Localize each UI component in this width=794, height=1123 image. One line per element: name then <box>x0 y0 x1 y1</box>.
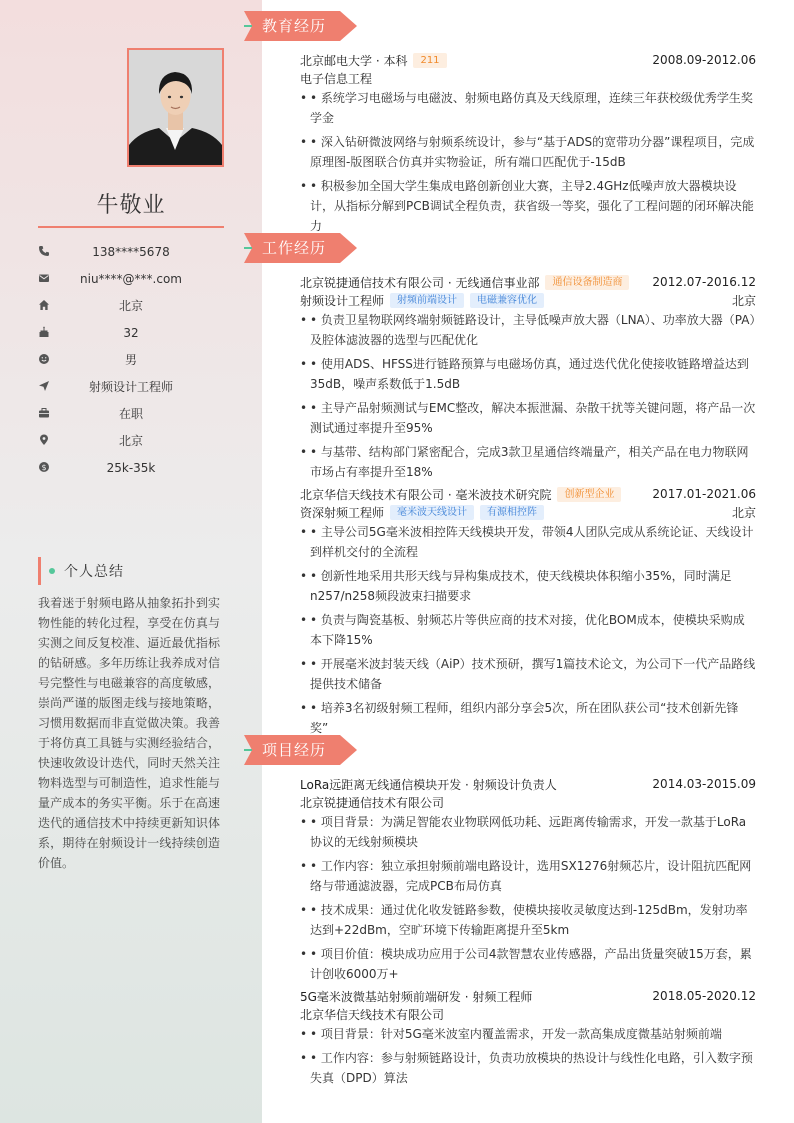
work-section-title: 工作经历 <box>262 239 327 257</box>
list-item: • • 创新性地采用共形天线与异构集成技术，使天线模块体积缩小35%，同时满足n257/n258频段波束扫描要求 <box>300 566 756 606</box>
project-company-line <box>300 793 756 811</box>
list-item: • • 使用ADS、HFSS进行链路预算与电磁场仿真，通过迭代优化使接收链路增益达到35dB，噪声系数低于1.5dB <box>300 354 756 394</box>
list-item: • • 与基带、结构部门紧密配合，完成3款卫星通信终端量产，相关产品在电力物联网市场占有率提升至18% <box>300 442 756 482</box>
list-item: • • 深入钻研微波网络与射频系统设计，参与“基于ADS的宽带功分器”课程项目，完成原理图-版图联合仿真并实物验证，所有端口匹配优于-15dB <box>300 132 756 172</box>
name-divider <box>38 226 224 228</box>
mail-icon <box>38 272 50 284</box>
bullet-dot-icon <box>49 568 55 574</box>
briefcase-icon <box>38 407 50 419</box>
project-entry-1 <box>300 775 756 988</box>
project-name: LoRa远距离无线通信模块开发 · 射频设计负责人 <box>300 777 557 792</box>
cake-icon <box>38 326 50 338</box>
project-entry-2 <box>300 987 756 1092</box>
project-company-line <box>300 1005 756 1023</box>
major: 电子信息工程 <box>300 71 373 86</box>
project-company: 北京华信天线技术有限公司 <box>300 1007 445 1022</box>
smile-icon <box>38 353 50 365</box>
project-company: 北京锐捷通信技术有限公司 <box>300 795 445 810</box>
dollar-icon <box>38 461 50 473</box>
info-email <box>38 265 224 292</box>
list-item: • • 项目背景：针对5G毫米波室内覆盖需求，开发一款高集成度微基站射频前端 <box>300 1024 756 1044</box>
info-target-city <box>38 427 224 454</box>
company-name: 北京华信天线技术有限公司 · 毫米波技术研究院 <box>300 487 552 502</box>
list-item: • • 主导产品射频测试与EMC整改，解决本振泄漏、杂散干扰等关键问题，将产品一次测试通过率提升至95% <box>300 398 756 438</box>
job-bullets <box>300 522 756 738</box>
email-value: niu****@***.com <box>80 271 182 286</box>
residence-value: 北京 <box>118 299 143 313</box>
info-gender <box>38 346 224 373</box>
section-tag-education <box>244 11 357 41</box>
section-tag-work <box>244 233 357 263</box>
company-name: 北京锐捷通信技术有限公司 · 无线通信事业部 <box>300 275 540 290</box>
school-tag: 211 <box>413 53 446 68</box>
job-date: 2012.07-2016.12 <box>652 275 756 289</box>
project-bullets <box>300 1024 756 1088</box>
job-header <box>300 485 756 503</box>
list-item: • • 项目价值：模块成功应用于公司4款智慧农业传感器，产品出货量突破15万套，累计创收6000万+ <box>300 944 756 984</box>
education-section <box>300 51 756 240</box>
list-item: • • 系统学习电磁场与电磁波、射频电路仿真及天线原理，连续三年获校级优秀学生奖学金 <box>300 88 756 128</box>
list-item: • • 技术成果：通过优化收发链路参数，使模块接收灵敏度达到-125dBm，发射功率达到+22dBm，空旷环境下传输距离提升至5km <box>300 900 756 940</box>
info-residence <box>38 292 224 319</box>
list-item: • • 培养3名初级射频工程师，组织内部分享会5次，所在团队获公司“技术创新先锋奖” <box>300 698 756 738</box>
education-bullets <box>300 88 756 236</box>
company-tag: 创新型企业 <box>557 487 621 502</box>
section-tag-projects <box>244 735 357 765</box>
info-age <box>38 319 224 346</box>
job-bullets <box>300 310 756 482</box>
company-tag: 通信设备制造商 <box>545 275 629 290</box>
phone-icon <box>38 245 50 257</box>
list-item: • • 工作内容：独立承担射频前端电路设计，选用SX1276射频芯片，设计阻抗匹配网络与带通滤波器，完成PCB布局仿真 <box>300 856 756 896</box>
list-item: • • 负责卫星物联网终端射频链路设计，主导低噪声放大器（LNA）、功率放大器（PA）及腔体滤波器的选型与匹配优化 <box>300 310 756 350</box>
list-item: • • 项目背景：为满足智能农业物联网低功耗、远距离传输需求，开发一款基于LoRa协议的无线射频模块 <box>300 812 756 852</box>
list-item: • • 工作内容：参与射频链路设计，负责功放模块的热设计与线性化电路，引入数字预失真（DPD）算法 <box>300 1048 756 1088</box>
info-salary <box>38 454 224 481</box>
job-date: 2017.01-2021.06 <box>652 487 756 501</box>
project-name: 5G毫米波微基站射频前端研发 · 射频工程师 <box>300 989 533 1004</box>
list-item: • • 主导公司5G毫米波相控阵天线模块开发，带领4人团队完成从系统论证、天线设计到样机交付的全流程 <box>300 522 756 562</box>
job-role-line <box>300 503 756 521</box>
candidate-name: 牛敬业 <box>96 193 166 218</box>
svg-text:$: $ <box>41 463 47 472</box>
target-position-value: 射频设计工程师 <box>88 380 173 394</box>
list-item: • • 开展毫米波封装天线（AiP）技术预研，撰写1篇技术论文，为公司下一代产品路线提供技术储备 <box>300 654 756 694</box>
location-pin-icon <box>38 434 50 446</box>
project-date: 2014.03-2015.09 <box>652 777 756 791</box>
summary-text: 我着迷于射频电路从抽象拓扑到实物性能的转化过程，享受在仿真与实测之间反复校准、逼近最优指标的钻研感。多年历练让我养成对信号完整性与电磁兼容的高度敏感，崇尚严谨的版图走线与接地策略，习惯用数据而非直觉做决策。我善于将仿真工具链与实测经验结合，快速收敛设计迭代，同时天然关注物料选型与可制造性，追求性能与量产成本的务实平衡。乐于在高速迭代的通信技术中持续更新知识体系，期待在射频设计一线持续创造价值。 <box>38 596 220 870</box>
status-value: 在职 <box>118 407 143 421</box>
education-major-line <box>300 69 756 87</box>
person-portrait-icon <box>129 50 222 165</box>
summary-title: 个人总结 <box>64 564 124 580</box>
sidebar <box>0 0 262 1123</box>
skill-tag: 射频前端设计 <box>390 293 464 308</box>
skill-tag: 毫米波天线设计 <box>390 505 474 520</box>
info-target-position <box>38 373 224 400</box>
send-icon <box>38 380 50 392</box>
skill-tag: 有源相控阵 <box>480 505 544 520</box>
info-phone <box>38 238 224 265</box>
job-role: 射频设计工程师 <box>300 293 385 308</box>
job-header <box>300 273 756 291</box>
job-city: 北京 <box>731 293 756 308</box>
target-city-value: 北京 <box>118 434 143 448</box>
info-status <box>38 400 224 427</box>
school-name: 北京邮电大学 · 本科 <box>300 53 408 68</box>
project-header <box>300 775 756 793</box>
job-role: 资深射频工程师 <box>300 505 385 520</box>
project-bullets <box>300 812 756 984</box>
project-date: 2018.05-2020.12 <box>652 989 756 1003</box>
salary-value: 25k-35k <box>106 460 156 475</box>
education-section-title: 教育经历 <box>262 17 327 35</box>
job-city: 北京 <box>731 505 756 520</box>
home-icon <box>38 299 50 311</box>
list-item: • • 积极参加全国大学生集成电路创新创业大赛，主导2.4GHz低噪声放大器模块设计，从指标分解到PCB调试全程负责，获省级一等奖，强化了工程问题的闭环解决能力 <box>300 176 756 236</box>
phone-value: 138****5678 <box>92 244 170 259</box>
education-date: 2008.09-2012.06 <box>652 53 756 67</box>
summary-heading <box>38 557 224 585</box>
work-entry-2 <box>300 485 756 742</box>
contact-info-list <box>38 238 224 481</box>
age-value: 32 <box>123 325 139 340</box>
profile-photo <box>127 48 224 167</box>
projects-section-title: 项目经历 <box>262 741 327 759</box>
work-entry-1 <box>300 273 756 486</box>
job-role-line <box>300 291 756 309</box>
skill-tag: 电磁兼容优化 <box>470 293 544 308</box>
project-header <box>300 987 756 1005</box>
gender-value: 男 <box>124 353 137 367</box>
list-item: • • 负责与陶瓷基板、射频芯片等供应商的技术对接，优化BOM成本，使模块采购成本下降15% <box>300 610 756 650</box>
education-header <box>300 51 756 69</box>
